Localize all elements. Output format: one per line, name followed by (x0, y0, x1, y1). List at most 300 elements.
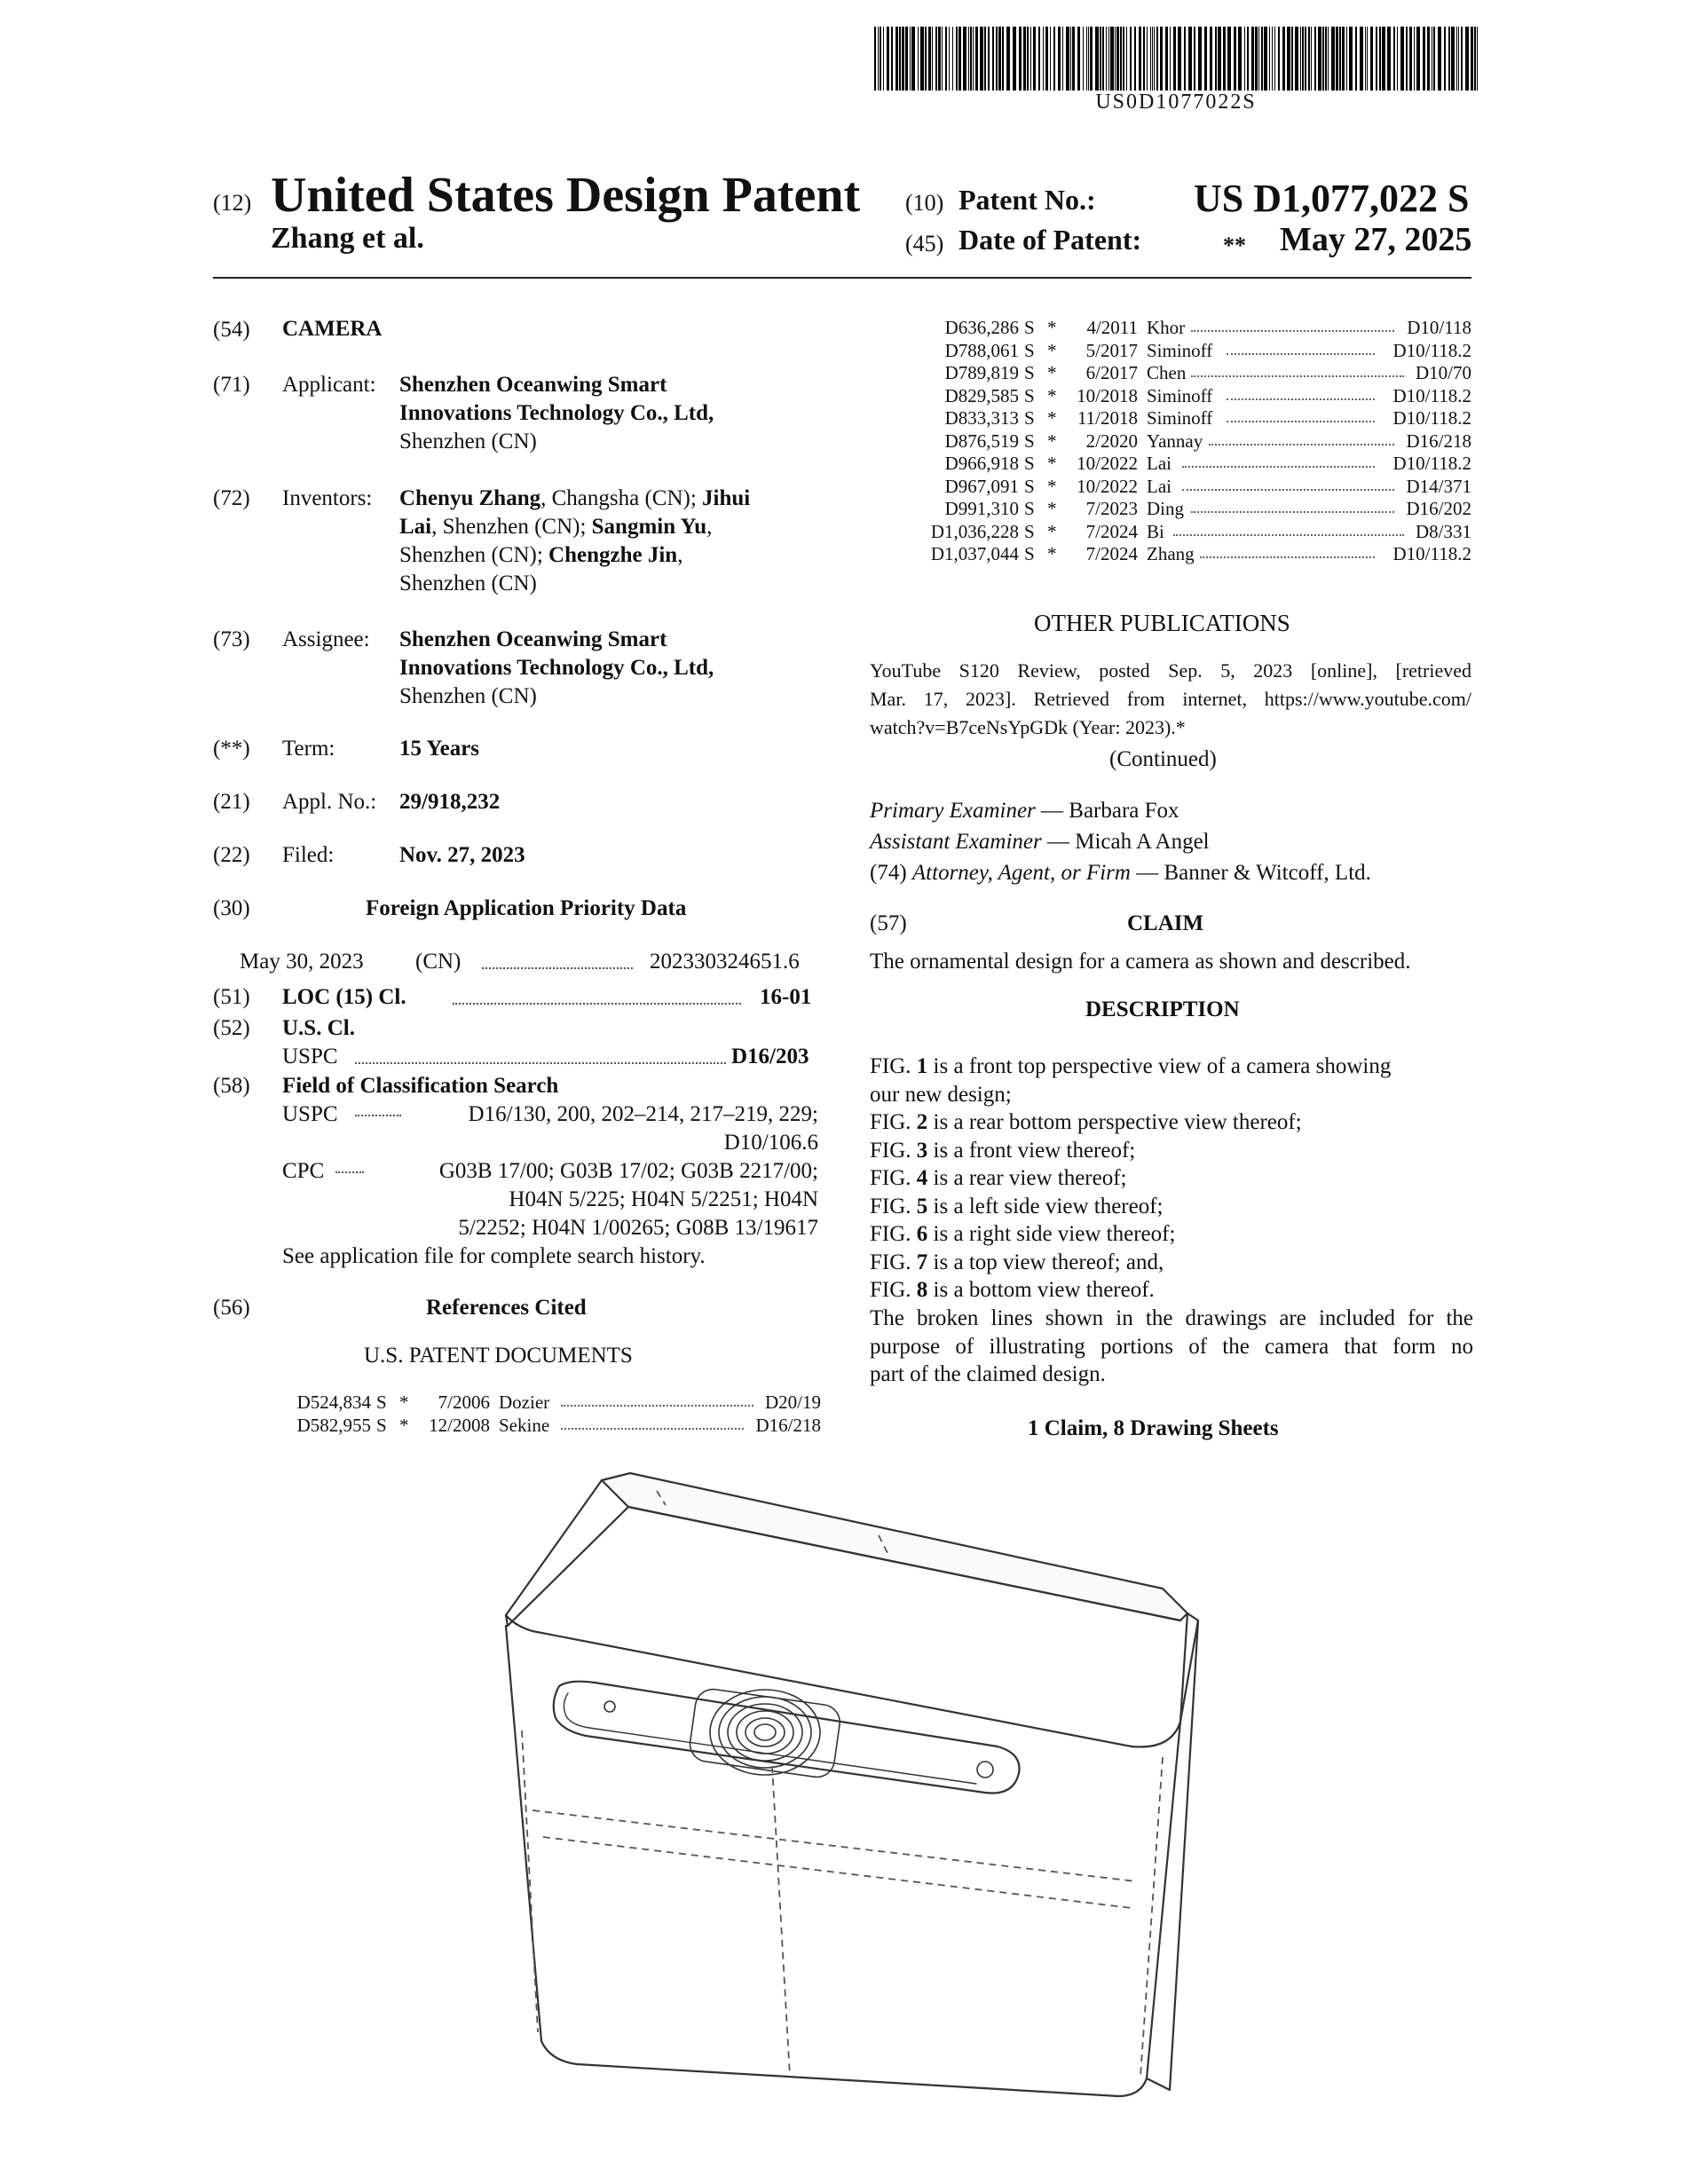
fig-prefix: FIG. (870, 1138, 917, 1163)
reference-kind: S (1024, 520, 1035, 542)
term: 15 Years (399, 737, 480, 761)
reference-date: 7/2006 (438, 1392, 490, 1413)
reference-row (266, 1392, 821, 1415)
barcode-bar (1448, 27, 1450, 91)
date-marks: ** (1223, 233, 1246, 258)
barcode-bar (1379, 27, 1381, 91)
barcode-bar (1173, 27, 1176, 91)
barcode-bar (1115, 27, 1116, 91)
barcode-bar (1204, 27, 1207, 91)
barcode-bar (1465, 27, 1469, 91)
barcode-bar (1456, 27, 1457, 91)
header-rule (213, 277, 1471, 279)
reference-star: * (399, 1392, 409, 1413)
barcode-bar (883, 27, 884, 91)
description-item (870, 1108, 1473, 1137)
claim-heading: CLAIM (1127, 911, 1204, 935)
reference-kind: S (1024, 475, 1035, 497)
claims-count: 1 Claim, 8 Drawing Sheets (1028, 1416, 1279, 1440)
barcode-bar (945, 27, 947, 91)
broken-lines-line-1: The broken lines shown in the drawings are included for the (870, 1306, 1473, 1330)
inventor-4: Chengzhe Jin (548, 543, 678, 567)
barcode-bar (1058, 27, 1061, 91)
reference-number: D788,061 (944, 339, 1019, 361)
fig-prefix: FIG. (870, 1222, 917, 1246)
barcode-bar (1251, 27, 1254, 91)
reference-star: * (1047, 520, 1057, 542)
fig-prefix: FIG. (870, 1166, 917, 1190)
barcode-bar (1050, 27, 1051, 91)
barcode-bar (891, 27, 893, 91)
barcode-bar (1427, 27, 1430, 91)
barcode-bar (1130, 27, 1132, 91)
reference-class: D10/118.2 (1392, 339, 1471, 361)
barcode-bar (1308, 27, 1310, 91)
barcode-bar (1033, 27, 1036, 91)
dot-leader (1191, 511, 1394, 513)
description-item (870, 1276, 1473, 1305)
reference-star: * (399, 1414, 409, 1436)
date-of-patent: May 27, 2025 (1280, 221, 1472, 258)
reference-kind: S (376, 1392, 387, 1413)
attorney-name: — Banner & Witcoff, Ltd. (1130, 861, 1371, 885)
barcode-bar (1274, 27, 1275, 91)
reference-number: D524,834 (296, 1392, 371, 1413)
publication-line-1: YouTube S120 Review, posted Sep. 5, 2023 [online], [retrieved (870, 659, 1471, 682)
barcode-bar (1227, 27, 1231, 91)
reference-class: D10/118.2 (1392, 384, 1471, 406)
code-54: (54) (213, 318, 250, 342)
barcode-bar (984, 27, 986, 91)
reference-kind: S (1024, 407, 1035, 429)
reference-star: * (1047, 384, 1057, 406)
barcode-bar (1318, 27, 1321, 91)
code-51: (51) (213, 985, 250, 1009)
barcode-bar (1300, 27, 1301, 91)
barcode-bar (899, 27, 901, 91)
barcode-bar (1477, 27, 1478, 91)
applicant (399, 371, 808, 456)
code-57: (57) (870, 911, 907, 935)
fig-number: 4 (916, 1166, 928, 1190)
reference-name: Bi (1147, 520, 1164, 542)
foreign-priority-heading: Foreign Application Priority Data (366, 896, 687, 920)
barcode-bar (963, 27, 966, 91)
barcode-bar (1090, 27, 1093, 91)
reference-row (914, 476, 1471, 499)
fig-description: is a left side view thereof; (927, 1194, 1164, 1218)
reference-kind: S (376, 1414, 387, 1436)
cpc-label: CPC (282, 1159, 325, 1183)
description-item (870, 1249, 1473, 1277)
description-item (870, 1164, 1473, 1193)
left-references-list (266, 1392, 821, 1437)
assignee-name-1: Shenzhen Oceanwing Smart (399, 627, 667, 651)
filed-label: Filed: (282, 843, 335, 867)
code-56: (56) (213, 1296, 250, 1320)
barcode-bar (1178, 27, 1181, 91)
reference-row (914, 385, 1471, 408)
reference-number: D876,519 (944, 430, 1019, 452)
primary-examiner-name: — Barbara Fox (1035, 799, 1179, 823)
reference-row (914, 317, 1471, 340)
dot-leader (1200, 556, 1375, 558)
fig-description: is a right side view thereof; (927, 1222, 1176, 1246)
dot-leader (1209, 444, 1394, 445)
code-10: (10) (905, 190, 944, 216)
barcode-bar (1116, 27, 1119, 91)
priority-date: May 30, 2023 (240, 950, 364, 974)
barcode-bar (1045, 27, 1048, 91)
dot-leader (561, 1428, 744, 1430)
reference-class: D20/19 (765, 1392, 821, 1413)
primary-examiner-label: Primary Examiner (870, 799, 1036, 823)
description-item (870, 1137, 1473, 1165)
code-45: (45) (905, 231, 944, 256)
dot-leader (355, 1062, 726, 1064)
reference-star: * (1047, 453, 1057, 474)
reference-number: D636,286 (944, 317, 1019, 338)
barcode-bar (878, 27, 879, 91)
code-30: (30) (213, 896, 250, 920)
reference-row (266, 1415, 821, 1438)
barcode-bar (958, 27, 961, 91)
reference-name: Siminoff (1147, 407, 1213, 429)
reference-date: 10/2022 (1077, 453, 1138, 474)
reference-kind: S (1024, 384, 1035, 406)
dot-leader (1227, 353, 1375, 355)
barcode-bar (1367, 27, 1368, 91)
barcode-bar (1382, 27, 1385, 91)
reference-row (914, 453, 1471, 476)
attorney (870, 859, 1371, 887)
us-patent-documents-heading: U.S. PATENT DOCUMENTS (364, 1344, 633, 1368)
dot-leader (453, 1003, 741, 1005)
fig-number: 6 (916, 1222, 928, 1246)
reference-class: D10/118.2 (1392, 453, 1471, 474)
reference-date: 2/2020 (1085, 430, 1138, 452)
field-uspc-1: D16/130, 200, 202–214, 217–219, 229; (468, 1102, 818, 1126)
barcode-bar (1400, 27, 1404, 91)
dot-leader (1191, 330, 1394, 332)
term-label: Term: (282, 737, 335, 761)
reference-kind: S (1024, 430, 1035, 452)
barcode-bar (895, 27, 898, 91)
barcode-bar (1077, 27, 1080, 91)
inventor-2-city: , Shenzhen (CN); (431, 515, 592, 539)
barcode-bar (1291, 27, 1293, 91)
barcode-bar (1272, 27, 1273, 91)
inventors (399, 485, 808, 598)
patent-no-label: Patent No.: (958, 184, 1096, 216)
reference-star: * (1047, 362, 1057, 383)
comma: , (706, 515, 713, 539)
barcode-bar (1328, 27, 1329, 91)
description-item (870, 1053, 1473, 1081)
reference-name: Yannay (1147, 430, 1203, 452)
reference-name: Siminoff (1147, 384, 1213, 406)
barcode-bar (1139, 27, 1141, 91)
reference-row (914, 362, 1471, 385)
reference-row (914, 407, 1471, 430)
barcode-bar (1258, 27, 1259, 91)
applicant-label: Applicant: (282, 373, 376, 397)
barcode-bar (1471, 27, 1473, 91)
barcode-bar (1100, 27, 1101, 91)
reference-class: D14/371 (1406, 475, 1471, 497)
barcode-bar (996, 27, 998, 91)
reference-date: 11/2018 (1077, 407, 1138, 429)
barcode-bar (935, 27, 937, 91)
barcode-bar (1152, 27, 1153, 91)
barcode-bar (938, 27, 941, 91)
fig-prefix: FIG. (870, 1250, 917, 1274)
barcode-bar (1339, 27, 1341, 91)
assistant-examiner (870, 828, 1210, 856)
barcode-bar (1170, 27, 1171, 91)
reference-kind: S (1024, 362, 1035, 383)
appl-no: 29/918,232 (399, 790, 501, 814)
other-publication (870, 657, 1471, 742)
barcode-bar (1287, 27, 1290, 91)
barcode-bar (1414, 27, 1415, 91)
dot-leader (1182, 489, 1394, 491)
barcode-bar (905, 27, 908, 91)
reference-date: 5/2017 (1085, 339, 1138, 361)
uspc-label: USPC (282, 1045, 338, 1068)
fig-number: 8 (916, 1278, 928, 1302)
barcode-bar (1147, 27, 1148, 91)
barcode-bar (956, 27, 958, 91)
priority-number: 202330324651.6 (650, 950, 800, 974)
other-publications-heading: OTHER PUBLICATIONS (1034, 610, 1290, 636)
reference-number: D582,955 (296, 1414, 371, 1436)
reference-row (914, 498, 1471, 521)
broken-lines-note (870, 1305, 1473, 1389)
dot-leader (1227, 398, 1375, 400)
barcode-number: US0D1077022S (1095, 91, 1257, 114)
barcode-bar (1030, 27, 1031, 91)
assignee-label: Assignee: (282, 627, 370, 651)
barcode-bar (1360, 27, 1363, 91)
barcode-bar (968, 27, 969, 91)
reference-name: Zhang (1147, 543, 1195, 564)
barcode-bar (1387, 27, 1391, 91)
reference-star: * (1047, 339, 1057, 361)
cpc-1: G03B 17/00; G03B 17/02; G03B 2217/00; (438, 1159, 818, 1183)
barcode-bar (1070, 27, 1071, 91)
reference-name: Khor (1147, 317, 1186, 338)
barcode-bar (1278, 27, 1280, 91)
priority-country: (CN) (415, 950, 462, 974)
publication-line-2: Mar. 17, 2023]. Retrieved from internet, https://www.youtube.com/ (870, 688, 1471, 710)
barcode-bar (1088, 27, 1089, 91)
barcode-bar (1349, 27, 1353, 91)
barcode-bar (1365, 27, 1366, 91)
barcode-bar (1215, 27, 1217, 91)
barcode-bar (1106, 27, 1107, 91)
reference-name: Chen (1147, 362, 1187, 383)
barcode-bar (1247, 27, 1249, 91)
description-item (870, 1081, 1473, 1109)
reference-date: 7/2024 (1085, 520, 1138, 542)
barcode-bar (1165, 27, 1168, 91)
barcode-bar (1244, 27, 1245, 91)
description-heading: DESCRIPTION (1085, 997, 1240, 1021)
code-73: (73) (213, 627, 250, 651)
reference-date: 10/2018 (1077, 384, 1138, 406)
barcode-bar (1336, 27, 1338, 91)
reference-number: D1,036,228 (930, 520, 1019, 542)
barcode-bar (1406, 27, 1408, 91)
barcode-bar (932, 27, 933, 91)
dot-leader (482, 967, 633, 969)
fig-number: 5 (916, 1194, 928, 1218)
barcode-bar (1438, 27, 1441, 91)
reference-number: D829,585 (944, 384, 1019, 406)
dot-leader (1173, 534, 1404, 536)
code-21: (21) (213, 790, 250, 814)
code-12: (12) (213, 190, 252, 216)
barcode-bar (1210, 27, 1212, 91)
loc-label: LOC (15) Cl. (282, 985, 406, 1009)
reference-number: D789,819 (944, 362, 1019, 383)
reference-date: 7/2024 (1085, 543, 1138, 564)
reference-number: D967,091 (944, 475, 1019, 497)
barcode-bar (1120, 27, 1122, 91)
inventor-3-city: Shenzhen (CN); (399, 543, 549, 567)
barcode-bar (1234, 27, 1236, 91)
reference-number: D833,313 (944, 407, 1019, 429)
barcode-bar (1156, 27, 1158, 91)
barcode-bar (1027, 27, 1029, 91)
barcode-bar (1393, 27, 1395, 91)
date-of-patent-label: Date of Patent: (958, 224, 1142, 256)
reference-class: D10/70 (1416, 362, 1471, 383)
barcode-bar (1461, 27, 1463, 91)
reference-star: * (1047, 430, 1057, 452)
barcode-bar (1302, 27, 1304, 91)
primary-examiner (870, 797, 1179, 825)
broken-lines-line-2: purpose of illustrating portions of the camera that form no (870, 1334, 1473, 1359)
claim-text: The ornamental design for a camera as shown and described. (870, 950, 1411, 974)
barcode-bar (1218, 27, 1221, 91)
reference-star: * (1047, 475, 1057, 497)
reference-class: D16/218 (1406, 430, 1471, 452)
reference-kind: S (1024, 453, 1035, 474)
code-74: (74) (870, 861, 907, 885)
field-search-heading: Field of Classification Search (282, 1074, 559, 1098)
references-cited-heading: References Cited (426, 1296, 587, 1320)
barcode-bar (1261, 27, 1263, 91)
assistant-examiner-name: — Micah A Angel (1041, 830, 1210, 854)
barcode-bar (1160, 27, 1163, 91)
reference-date: 7/2023 (1085, 498, 1138, 519)
reference-name: Ding (1147, 498, 1184, 519)
reference-row (914, 543, 1471, 566)
code-72: (72) (213, 486, 250, 510)
assistant-examiner-label: Assistant Examiner (870, 830, 1042, 854)
reference-name: Lai (1147, 475, 1172, 497)
code-71: (71) (213, 373, 250, 397)
barcode-bar (1110, 27, 1114, 91)
inventor-1: Chenyu Zhang (399, 486, 541, 510)
inventor-short: Zhang et al. (271, 222, 424, 255)
barcode-bar (998, 27, 1001, 91)
barcode-bar (1006, 27, 1010, 91)
fig-prefix: our new design; (870, 1082, 1012, 1107)
code-22: (22) (213, 843, 250, 867)
barcode-bar (1423, 27, 1425, 91)
uspc-value: D16/203 (731, 1045, 809, 1068)
fig-prefix: FIG. (870, 1110, 917, 1134)
reference-kind: S (1024, 543, 1035, 564)
fig-description: is a top view thereof; and, (927, 1250, 1164, 1274)
reference-kind: S (1024, 339, 1035, 361)
inventor-2-last: Lai (399, 515, 432, 539)
barcode-bar (1150, 27, 1151, 91)
barcode-bar (887, 27, 889, 91)
barcode-bar (992, 27, 994, 91)
barcode-bar (952, 27, 953, 91)
barcode-bar (1409, 27, 1412, 91)
reference-class: D16/218 (755, 1414, 821, 1436)
description-item (870, 1193, 1473, 1221)
description-item (870, 1220, 1473, 1249)
dot-leader (561, 1405, 753, 1407)
barcode-bar (975, 27, 978, 91)
barcode-bar (918, 27, 919, 91)
barcode-bar (1223, 27, 1226, 91)
barcode-bar (1355, 27, 1357, 91)
applicant-city: Shenzhen (CN) (399, 430, 537, 453)
reference-row (914, 521, 1471, 544)
barcode-bar (973, 27, 974, 91)
barcode-bar (1342, 27, 1345, 91)
reference-number: D1,037,044 (930, 543, 1019, 564)
fig-description: is a bottom view thereof. (927, 1278, 1155, 1302)
barcode-bar (1184, 27, 1186, 91)
barcode-bar (1023, 27, 1026, 91)
barcode-bar (1311, 27, 1312, 91)
barcode-bar (910, 27, 911, 91)
reference-date: 4/2011 (1086, 317, 1138, 338)
fig-prefix: FIG. (870, 1278, 917, 1302)
fig-description: is a rear view thereof; (927, 1166, 1127, 1190)
barcode-bar (1238, 27, 1242, 91)
reference-class: D10/118.2 (1392, 543, 1471, 564)
barcode-bar (942, 27, 943, 91)
barcode-bar (1108, 27, 1109, 91)
barcode-bar (988, 27, 990, 91)
barcode-bar (1444, 27, 1446, 91)
fig-description: is a front top perspective view of a camera showing (927, 1054, 1392, 1078)
barcode-bar (1053, 27, 1055, 91)
barcode-bar (902, 27, 904, 91)
fig-description: is a rear bottom perspective view thereof; (927, 1110, 1302, 1134)
barcode-bar (1269, 27, 1270, 91)
right-references-list (914, 317, 1471, 566)
barcode-bar (1126, 27, 1127, 91)
applicant-name-1: Shenzhen Oceanwing Smart (399, 373, 667, 397)
reference-kind: S (1024, 498, 1035, 519)
reference-name: Sekine (499, 1414, 550, 1436)
dot-leader (1227, 421, 1375, 422)
reference-class: D16/202 (1406, 498, 1471, 519)
code-52: (52) (213, 1016, 250, 1040)
reference-date: 10/2022 (1077, 475, 1138, 497)
barcode-bar (1331, 27, 1335, 91)
